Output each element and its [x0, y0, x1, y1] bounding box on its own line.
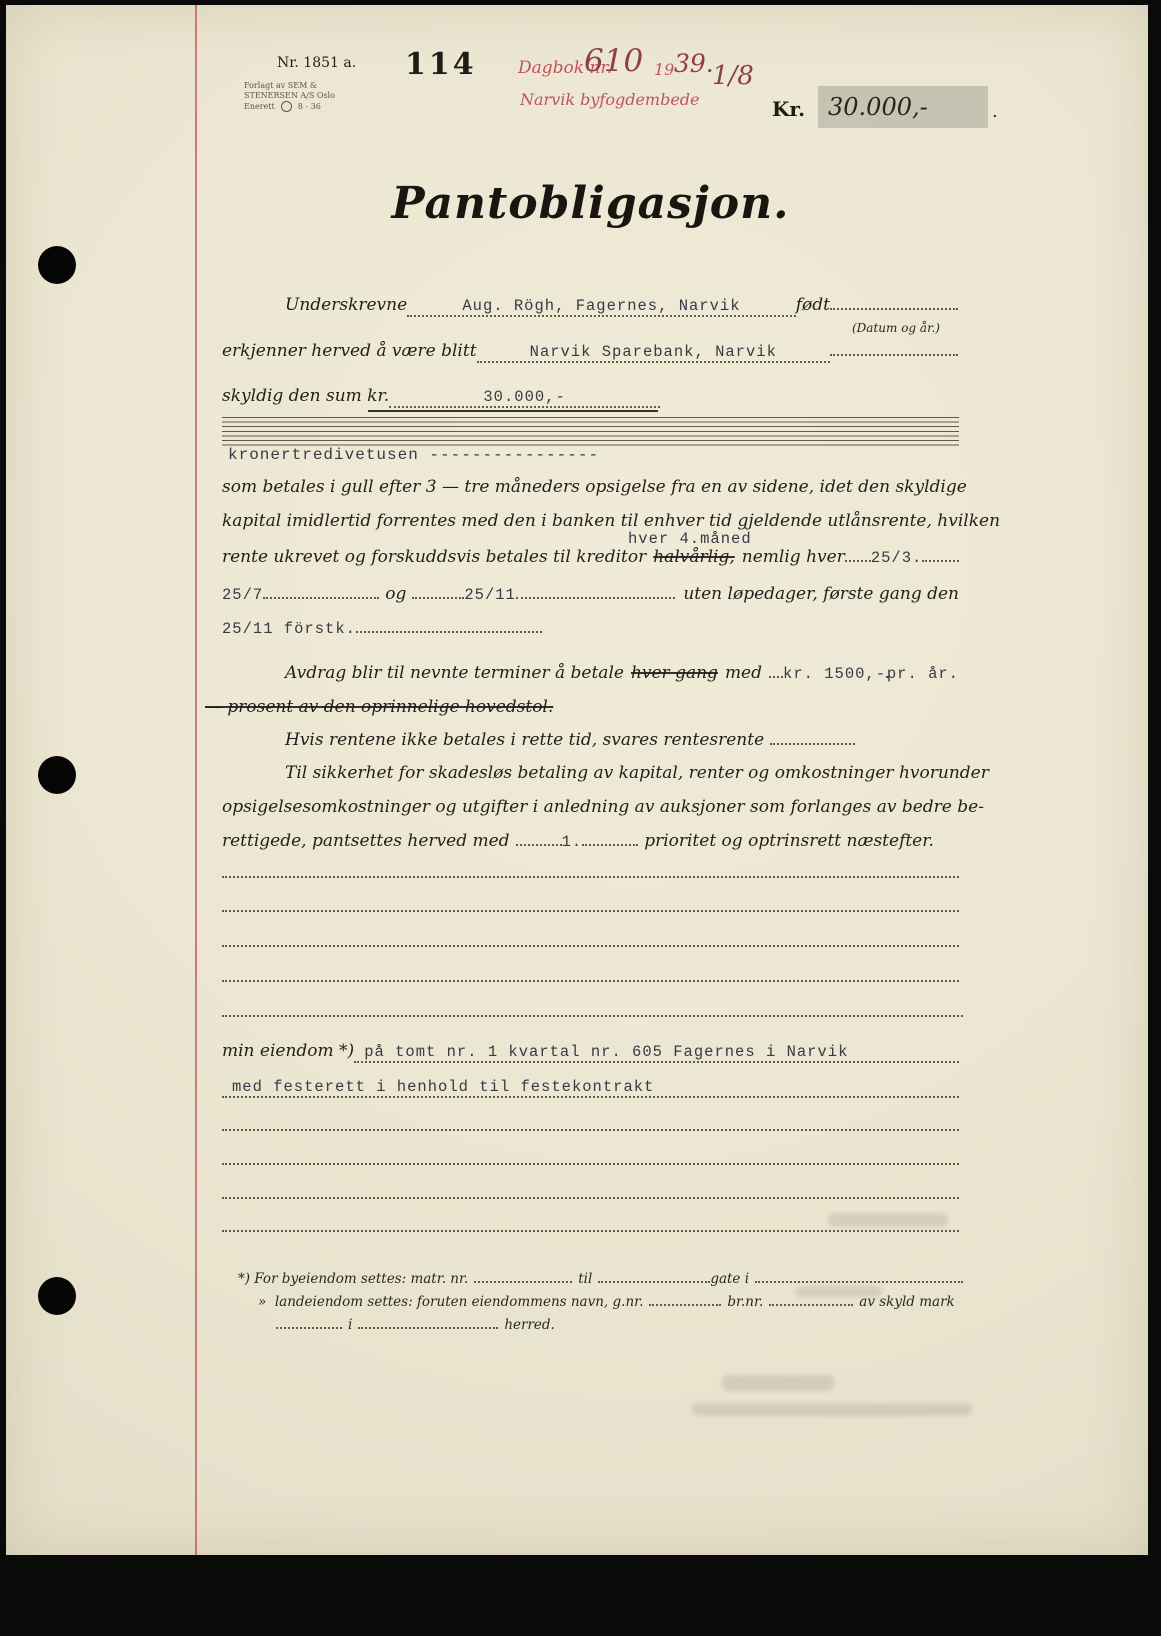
avdrag-per: pr. år. [886, 665, 959, 683]
sikkerhet-line2: opsigelsesomkostninger og utgifter i anledning av auksjoner som forlanges av bedre be- [222, 797, 984, 817]
property-field-1 [354, 1041, 959, 1063]
underskrevne-label: Underskrevne [285, 295, 408, 315]
margin-line [195, 5, 197, 1555]
erkjenner-label: erkjenner herved å være blitt [222, 341, 477, 361]
property-field-2 [222, 1076, 959, 1098]
dagbok-stamp-label: Dagbok nr. [518, 58, 613, 78]
form-number: Nr. 1851 a. [277, 55, 357, 71]
date-written: 1/8 [712, 61, 754, 91]
kr-label: Kr. [772, 97, 806, 121]
hvis-blank [770, 741, 855, 745]
sikkerhet-line3-pre: rettigede, pantsettes herved med [222, 831, 510, 851]
blank-line [222, 1129, 959, 1131]
year-printed: 19 [654, 60, 675, 79]
avdrag-leader [769, 674, 783, 678]
priority-trailer [582, 842, 638, 846]
punch-hole [38, 246, 76, 284]
blank-line [222, 1230, 959, 1232]
footnote-til-blank [598, 1279, 710, 1283]
para-line3-mid: nemlig hver [741, 547, 845, 567]
sum-underline [368, 410, 658, 412]
page-number: 114 [405, 47, 477, 82]
blank-line [222, 1163, 959, 1165]
creditor-blank [830, 352, 958, 356]
para-line3-pre: rente ukrevet og forskuddsvis betales til kreditor [222, 547, 647, 567]
footnote-line2-pre: » landeiendom settes: foruten eiendommens navn, g.nr. [258, 1294, 644, 1310]
footnote-til: til [578, 1271, 593, 1287]
blank-line [222, 980, 959, 982]
punch-hole [38, 1277, 76, 1315]
term-2: 25/7 [222, 586, 264, 604]
footnote-gate-blank [755, 1279, 963, 1283]
footnote-line2-tail: av skyld mark [859, 1294, 955, 1310]
faint-stamp-mark [692, 1403, 972, 1416]
first-due-trailer [356, 629, 542, 633]
publisher-enerett: Enerett [244, 101, 275, 111]
avdrag-pre: Avdrag blir til nevnte terminer å betale [285, 663, 624, 683]
creditor-name: Narvik Sparebank, Narvik [529, 343, 777, 361]
sikkerhet-line1: Til sikkerhet for skadesløs betaling av kapital, renter og omkostninger hvorunder [285, 763, 989, 783]
blank-line [222, 910, 959, 912]
punch-hole [38, 756, 76, 794]
term-3: 25/11 [464, 586, 516, 604]
footnote-brnr: br.nr. [727, 1294, 764, 1310]
footnote-matr-blank [474, 1279, 572, 1283]
og-label: og [385, 584, 407, 604]
footnote-herred: herred. [504, 1317, 555, 1333]
blank-line [222, 1197, 959, 1199]
publisher-logo-icon [281, 101, 292, 112]
footnote-pre-i-blank [276, 1325, 342, 1329]
footnote-gnr-blank [649, 1302, 721, 1306]
property-desc-2: med festerett i henhold til festekontrakt [232, 1078, 655, 1096]
struck-hver-gang: hver gang [630, 663, 718, 683]
skyldig-label: skyldig den sum kr. [222, 386, 390, 406]
footnote-i: i [348, 1317, 353, 1333]
office-stamp: Narvik byfogdembede [520, 90, 700, 109]
med-label: med [724, 663, 763, 683]
year-written: 39. [674, 49, 714, 78]
term2-leader [263, 595, 379, 599]
para-line4-tail: uten løpedager, første gang den [683, 584, 959, 604]
dagbok-number: 610 [584, 43, 644, 79]
amount-words-rules [222, 417, 959, 446]
term3-trailer [516, 595, 675, 599]
datum-note: (Datum og år.) [852, 321, 940, 335]
term-1: 25/3. [870, 549, 923, 567]
blank-line [222, 945, 959, 947]
footnote-i-blank [358, 1325, 498, 1329]
para-line2: kapital imidlertid forrentes med den i banken til enhver tid gjeldende utlånsrente, hvilken [222, 511, 1001, 531]
first-due: 25/11 förstk. [222, 620, 356, 638]
publisher-imprint [244, 81, 364, 112]
faint-handwriting-mark [828, 1213, 948, 1227]
paper-sheet [6, 5, 1148, 1555]
blank-line [222, 876, 959, 878]
sum-field [389, 386, 660, 408]
sikkerhet-line3-post: prioritet og optrinsrett næstefter. [644, 831, 934, 851]
sum-value: 30.000,- [483, 388, 566, 406]
hvis-line: Hvis rentene ikke betales i rette tid, svares rentesrente [285, 730, 765, 750]
term1-trailer [922, 558, 959, 562]
footnote-brnr-blank [769, 1302, 853, 1306]
fodt-label: født [795, 295, 830, 315]
publisher-line1: Forlagt av SEM & STENERSEN A/S Oslo [244, 81, 335, 100]
priority-value: 1. [561, 833, 583, 851]
term1-leader [845, 558, 871, 562]
blank-line [222, 1015, 963, 1017]
term3-leader [412, 595, 464, 599]
footnote-line1-pre: *) For byeiendom settes: matr. nr. [238, 1271, 469, 1287]
amount-value: 30.000,- [828, 93, 928, 121]
debtor-name-field [407, 295, 796, 317]
para-line1: som betales i gull efter 3 — tre måneders opsigelse fra en av sidene, idet den skyldige [222, 477, 967, 497]
creditor-name-field [477, 341, 830, 363]
publisher-code: 8 - 36 [297, 101, 321, 111]
document-title: Pantobligasjon. [391, 178, 790, 229]
debtor-name: Aug. Rögh, Fagernes, Narvik [462, 297, 741, 315]
struck-prosent-line: — prosent av den oprinnelige hovedstol. [205, 697, 554, 717]
amount-in-words: kronertredivetusen ---------------- [228, 446, 600, 464]
min-eiendom-label: min eiendom *) [222, 1041, 355, 1061]
faint-handwriting-mark [796, 1286, 882, 1297]
struck-halvaarlig: halvårlig, [653, 547, 735, 567]
avdrag-amount: kr. 1500,- [783, 665, 887, 683]
insert-interval: hver 4.måned [628, 530, 752, 548]
property-desc-1: på tomt nr. 1 kvartal nr. 605 Fagernes i Narvik [364, 1043, 849, 1061]
footnote-gate: gate i [710, 1271, 750, 1287]
amount-trailing-dot: . [992, 101, 998, 122]
fodt-blank [830, 306, 958, 310]
priority-leader [516, 842, 562, 846]
faint-stamp-mark [722, 1375, 834, 1391]
